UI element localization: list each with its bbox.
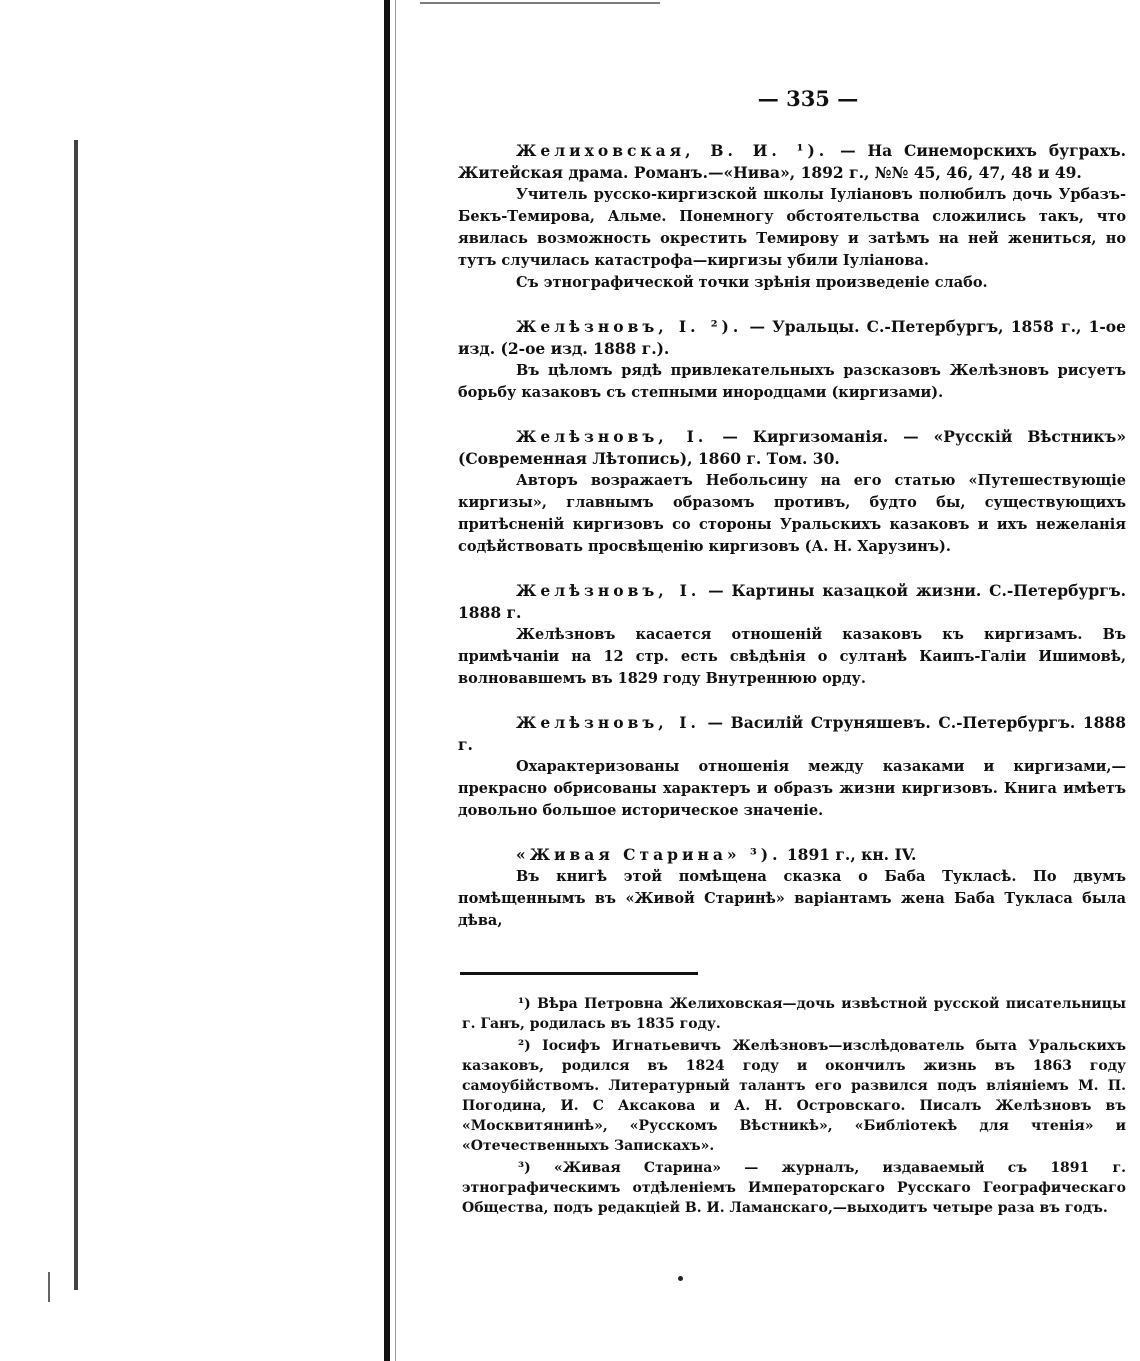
bibliography-entry [458,844,1126,932]
scan-top-mark [420,2,660,4]
page-number: — 335 — [757,86,859,111]
bibliography-entry [458,316,1126,404]
page-spine [384,0,390,1361]
bibliography-entry [458,712,1126,822]
entry-author: Желѣзновъ, І. [516,427,708,446]
footnote: ²) Іосифъ Игнатьевичъ Желѣзновъ—изслѣдователь быта Уральскихъ казаковъ, родился въ 1824 году и окончилъ жизнь въ 1863 году самоубійствомъ. Литературный талантъ его развился подъ вліяніемъ М. П. Погодина, И. С Аксакова и А. Н. Островскаго. Писалъ Желѣзновъ въ «Москвитянинѣ», «Русскомъ Вѣстникѣ», «Библіотекѣ для чтенія» и «Отечественныхъ Запискахъ». [462,1038,1126,1154]
entry-annotation: Желѣзновъ касается отношеній казаковъ къ киргизамъ. Въ примѣчаніи на 12 стр. есть свѣдѣнія о султанѣ Каипъ-Галіи Ишимовѣ, волновавшемъ въ 1829 году Внутреннюю орду. [458,626,1126,687]
entry-annotation: Авторъ возражаетъ Небольсину на его статью «Путешествующіе киргизы», главнымъ образомъ противъ, будто бы, существующихъ притѣсненій киргизовъ со стороны Уральскихъ казаковъ и ихъ нежеланія содѣйствовать просвѣщенію киргизовъ (А. Н. Харузинъ). [458,472,1126,555]
entry-annotation: Съ этнографической точки зрѣнія произведеніе слабо. [516,274,988,291]
scan-edge-mark [74,140,78,1290]
footnote-rule [460,972,698,975]
entry-title: — На Синеморскихъ буграхъ. Житейская драма. Романъ.—«Нива», 1892 г., №№ 45, 46, 47, 48 и 49. [458,141,1126,182]
entry-author: Желѣзновъ, І. [516,713,700,732]
footnotes [462,994,1126,1220]
footnote: ³) «Живая Старина» — журналъ, издаваемый съ 1891 г. этнографическимъ отдѣленіемъ Императорскаго Русскаго Географическаго Общества, подъ редакціей В. И. Ламанскаго,—выходитъ четыре раза въ годъ. [462,1160,1126,1216]
entry-title: 1891 г., кн. IV. [781,845,917,864]
entry-annotation: Въ цѣломъ рядѣ привлекательныхъ разсказовъ Желѣзновъ рисуетъ борьбу казаковъ съ степными инородцами (киргизами). [458,362,1126,401]
scan-edge-mark [48,1272,50,1302]
entry-title: — Картины казацкой жизни. С.-Петербургъ. 1888 г. [458,581,1126,622]
page-spine-shadow [395,0,396,1361]
entry-author: Желѣзновъ, І. ²). [516,317,743,336]
entry-annotation: Въ книгѣ этой помѣщена сказка о Баба Тукласѣ. По двумъ помѣщеннымъ въ «Живой Старинѣ» варіантамъ жена Баба Тукласа была дѣва, [458,868,1126,929]
entry-annotation: Учитель русско-киргизской школы Іуліановъ полюбилъ дочь Урбазъ-Бекъ-Темирова, Альме. Понемногу обстоятельства сложились такъ, что явилась возможность окрестить Темирову и затѣмъ на ней жениться, но тутъ случилась катастрофа—киргизы убили Іуліанова. [458,186,1126,269]
bibliography-entry [458,580,1126,690]
entry-author: «Живая Старина» ³). [516,845,782,864]
entry-title: — Василій Струняшевъ. С.-Петербургъ. 1888 г. [458,713,1127,754]
entry-annotation: Охарактеризованы отношенія между казаками и киргизами,—прекрасно обрисованы характеръ и образъ жизни киргизовъ. Книга имѣетъ довольно большое историческое значеніе. [458,758,1126,819]
entry-title: — Уральцы. С.-Петербургъ, 1858 г., 1-ое изд. (2-ое изд. 1888 г.). [458,317,1126,358]
entry-title: — Киргизоманія. — «Русскій Вѣстникъ» (Современная Лѣтопись), 1860 г. Том. 30. [458,427,1127,468]
entry-author: Желѣзновъ, І. [516,581,701,600]
scan-dot [678,1276,683,1281]
footnote: ¹) Вѣра Петровна Желиховская—дочь извѣстной русской писательницы г. Ганъ, родилась въ 1835 году. [462,996,1126,1032]
bibliography-entry [458,140,1126,294]
entry-author: Желиховская, В. И. ¹). [516,141,829,160]
page-body [458,88,1126,954]
bibliography-entry [458,426,1126,558]
